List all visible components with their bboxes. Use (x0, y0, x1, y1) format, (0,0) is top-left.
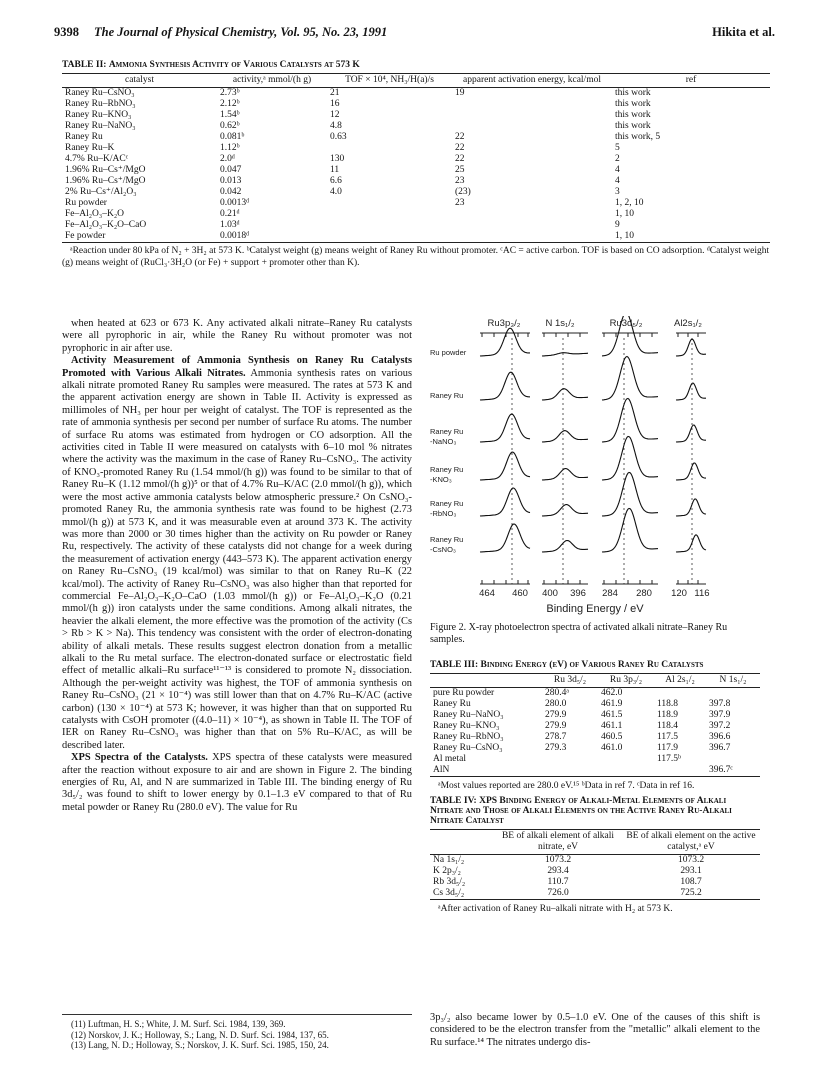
table-cell: 1, 10 (612, 231, 770, 243)
table-cell: 2.12ᵇ (220, 99, 240, 109)
table-cell: Rb 3d₅/₂ (433, 877, 466, 887)
table-cell: 23 (455, 176, 465, 186)
spectrum-trace (542, 431, 588, 442)
table-3-footnote: ᵃMost values reported are 280.0 eV.¹⁵ ᵇData in ref 7. ᶜData in ref 16. (438, 781, 695, 791)
spectra-traces (480, 316, 706, 552)
table-cell (452, 220, 612, 231)
table-2-header: apparent activation energy, kcal/mol (452, 74, 612, 88)
table-cell (542, 765, 598, 777)
tick-label: 396 (570, 588, 586, 599)
table-2 (62, 60, 770, 269)
table-cell: 0.013 (220, 176, 242, 186)
table-cell (452, 99, 612, 110)
table-cell: Fe–Al₂O₃–K₂O–CaO (65, 220, 147, 230)
paragraph (62, 355, 412, 752)
table-cell: 0.042 (220, 187, 242, 197)
tick-label: 280 (636, 588, 652, 599)
table-cell: 5 (615, 143, 620, 153)
table-cell: 0.0013ᵈ (220, 198, 250, 208)
table-cell: 22 (455, 143, 465, 153)
table-cell: 12 (330, 110, 340, 120)
table-cell: Raney Ru–NaNO₃ (65, 121, 136, 131)
table-4-header: BE of alkali element on the active catalyst,ᵃ eV (622, 830, 760, 855)
spectrum-trace (676, 383, 706, 400)
table-cell: Raney Ru–RbNO₃ (65, 99, 136, 109)
table-cell: Raney Ru (65, 132, 103, 142)
table-cell: this work (615, 99, 651, 109)
table-row (62, 198, 770, 209)
table-row (62, 99, 770, 110)
table-cell: 396.7ᶜ (706, 765, 760, 777)
spectrum-trace (542, 469, 588, 480)
table-cell: 2.0ᵈ (220, 154, 235, 164)
table-cell: 396.6 (709, 732, 731, 742)
spectrum-trace (480, 524, 530, 552)
table-cell: 118.4 (657, 721, 679, 731)
spectrum-trace (676, 339, 706, 356)
table-cell: 4.8 (330, 121, 342, 131)
table-2-label: TABLE II: (62, 60, 107, 70)
table-cell: 117.5ᵇ (657, 754, 681, 764)
tick-label: 400 (542, 588, 558, 599)
table-cell (654, 688, 706, 700)
table-2-grid (62, 73, 770, 243)
table-cell: Na 1s₁/₂ (433, 855, 465, 865)
table-3-caption (430, 660, 760, 670)
table-row (62, 165, 770, 176)
table-4-header (430, 830, 494, 855)
reference: (13) Lang, N. D.; Holloway, S.; Norskov, J. K. Surf. Sci. 1985, 150, 24. (71, 1040, 329, 1050)
page-number: 9398 (54, 25, 79, 39)
table-2-title: Ammonia Synthesis Activity of Various Catalysts at 573 K (108, 60, 360, 70)
table-cell: this work, 5 (615, 132, 661, 142)
table-cell: 118.8 (657, 699, 679, 709)
table-cell: Raney Ru–KNO₃ (433, 721, 500, 731)
sample-label: Raney Ru (430, 427, 464, 436)
spectrum-trace (480, 452, 530, 480)
tick-label: 116 (694, 588, 710, 599)
table-cell: 25 (455, 165, 465, 175)
table-cell: Raney Ru–CsNO₃ (433, 743, 503, 753)
table-cell: 118.9 (657, 710, 679, 720)
table-cell: pure Ru powder (433, 688, 495, 698)
table-row (430, 721, 760, 732)
table-2-header: catalyst (62, 74, 217, 88)
peak-label: Al2s₁/₂ (673, 318, 703, 329)
spectrum-trace (480, 488, 530, 516)
table-cell: 2 (615, 154, 620, 164)
table-cell: 397.2 (709, 721, 731, 731)
table-cell: 21 (330, 88, 340, 98)
table-cell: 22 (455, 132, 465, 142)
table-cell: 4 (615, 165, 620, 175)
table-cell: 293.1 (680, 866, 702, 876)
tick-label: 284 (602, 588, 618, 599)
table-cell: Fe–Al₂O₃–K₂O (65, 209, 125, 219)
tick-label: 460 (512, 588, 528, 599)
table-cell: 0.047 (220, 165, 242, 175)
table-cell: Raney Ru–RbNO₃ (433, 732, 504, 742)
table-cell: 397.8 (709, 699, 731, 709)
table-row (430, 754, 760, 765)
table-cell: 117.5 (657, 732, 679, 742)
bottom-scale (480, 580, 706, 584)
spectrum-trace (602, 437, 658, 481)
table-cell: Raney Ru–CsNO₃ (65, 88, 135, 98)
table-cell: 130 (330, 154, 345, 164)
table-row (62, 154, 770, 165)
table-cell (327, 231, 452, 243)
table-cell: this work (615, 121, 651, 131)
table-cell: 4.0 (330, 187, 342, 197)
table-2-footnote: ᵃReaction under 80 kPa of N₂ + 3H₂ at 573 K. ᵇCatalyst weight (g) means weight of Raney Ru without promoter. ᶜAC = active carbon. TOF is based on CO adsorption. ᵈCatalyst weight (g) means weight of (RuCl₃·3H₂O (or Fe) + support + promoter other than K). (62, 246, 770, 268)
reference: (11) Luftman, H. S.; White, J. M. Surf. Sci. 1984, 139, 369. (71, 1019, 286, 1029)
paragraph: when heated at 623 or 673 K. Any activated alkali nitrate–Raney Ru catalysts were all pyrophoric in air, while the Raney Ru without promoter was not pyrophoric in air after use. (62, 318, 412, 354)
table-cell: 279.3 (545, 743, 567, 753)
table-3-header: N 1s₁/₂ (706, 674, 760, 688)
axis-title: Binding Energy / eV (546, 603, 644, 615)
table-cell (542, 754, 598, 765)
table-row (62, 143, 770, 154)
table-cell (452, 231, 612, 243)
sample-label: Raney Ru (430, 391, 464, 400)
section-heading: Activity Measurement of Ammonia Synthesis on Raney Ru Catalysts Promoted with Various Alkali Nitrates. (62, 355, 412, 379)
table-row (430, 866, 760, 877)
peak-label: N 1s₁/₂ (545, 318, 575, 329)
table-cell: 0.081ᵇ (220, 132, 245, 142)
spectrum-trace (542, 541, 588, 553)
paragraph-text: Ammonia synthesis rates on various alkali nitrate promoted Raney Ru samples were measured. The rates at 573 K and the apparent activation energy are shown in Table II. Activity is expressed as millimoles of NH₃ per hour per weight of catalyst. The TOF is represented as the rate of ammonia synthesis per second per number of surface Ru atoms. The number of surface Ru atoms was estimated from hydrogen or CO adsorption. All the activities cited in Table II were measured on catalysts with 6–10 mol % nitrates where the activity was the maximum in the case of Raney Ru–CsNO₃. The activity of KNO₃-promoted Raney Ru (1.54 mmol/(h g)) was found to be similar to that of Raney Ru–K (1.12 mmol/(h g))⁵ or that of 4.7% Ru–K/AC (2.0 mmol/(h g)), which were the most active ammonia catalysts below atmospheric pressure.² On CsNO₃-promoted Raney Ru, the ammonia synthesis rate was found to be highest (2.73 mmol/(h g)) at 573 K, and it was measurable even at around 373 K. The activity was more than 2000 or 30 times higher than the activity on Ru powder or Raney Ru, respectively. The activity of these catalysts did not change for a week during the measurement of activation energy (443–573 K). The apparent activation energy on Raney Ru–CsNO₃ (19 kcal/mol) was similar to that on Raney Ru–K (22 kcal/mol). The activity of Raney Ru–CsNO₃ was also higher than that reported for commercial Fe–Al₂O₃–K₂O–CaO (1.03 mmol/(h g)) or Fe–Al₂O₃–K₂O (0.21 mmol/(h g)) iron catalysts under the same conditions. Among alkali nitrates, the heavier the alkali element, the more effective was the promotion of the activity (Cs > Rb > K > Na). This tendency was consistent with the order of electron-donating ability of alkali metals. These results suggest electron donation from a metallic alkali to the Ru metal surface. The electron-donated surface or electrostatic field effect of metallic alkali–Ru surface¹¹⁻¹³ is considered to promote N₂ dissociation. Although the per-weight activity was highest, the TOF of ammonia synthesis on Raney Ru–CsNO₃ (21 × 10⁻⁴) was still lower than that on 4.7% Ru–K/AC (active carbon) (130 × 10⁻⁴) at 573 K; however, it was higher than that on supported Ru catalysts with CsOH promoter ((4.0–11) × 10⁻⁴), as shown in Table II. The TOF of IER on Raney Ru–CsNO₃ was higher than that on 5% Ru–K/AC, as will be described later. (62, 367, 412, 751)
table-cell: 461.9 (601, 699, 623, 709)
table-cell: 461.5 (601, 710, 623, 720)
figure-2-caption: Figure 2. X-ray photoelectron spectra of activated alkali nitrate–Raney Ru samples. (430, 622, 728, 645)
table-3-header: Al 2s₁/₂ (654, 674, 706, 688)
table-2-header: ref (612, 74, 770, 88)
spectrum-trace (480, 414, 530, 442)
table-cell (452, 110, 612, 121)
table-cell: Raney Ru–NaNO₃ (433, 710, 504, 720)
table-cell (327, 143, 452, 154)
spectrum-trace (676, 499, 706, 516)
table-cell: 293.4 (547, 866, 569, 876)
table-cell: (23) (455, 187, 471, 197)
table-cell: 396.7 (709, 743, 731, 753)
table-cell: 280.0 (545, 699, 567, 709)
table-cell: 1073.2 (544, 855, 572, 865)
table-row (430, 732, 760, 743)
table-cell: 2% Ru–Cs⁺/Al₂O₃ (65, 187, 137, 197)
spectrum-trace (602, 357, 658, 401)
spectrum-trace (542, 353, 588, 356)
spectrum-trace (542, 505, 588, 516)
table-cell (706, 754, 760, 765)
table-cell: 1.96% Ru–Cs⁺/MgO (65, 176, 146, 186)
table-cell: 462.0 (601, 688, 623, 698)
references (62, 1014, 412, 1051)
table-cell: 280.4ᵃ (545, 688, 569, 698)
table-cell (706, 688, 760, 700)
table-cell (654, 765, 706, 777)
table-cell: Cs 3d₅/₂ (430, 888, 494, 900)
table-cell: Ru powder (65, 198, 107, 208)
peak-label: Ru3d₅/₂ (609, 318, 643, 329)
table-cell: 110.7 (547, 877, 569, 887)
table-cell: 0.21ᵈ (220, 209, 240, 219)
table-3-header (430, 674, 542, 688)
spectrum-trace (480, 328, 530, 356)
sample-label: -CsNO₃ (430, 545, 456, 554)
table-cell: 279.9 (545, 721, 567, 731)
table-row (62, 132, 770, 143)
spectrum-trace (676, 425, 706, 442)
sample-label: Raney Ru (430, 499, 464, 508)
table-cell: 278.7 (545, 732, 567, 742)
table-3-header: Ru 3p₃/₂ (598, 674, 654, 688)
table-4-footnote: ᵃAfter activation of Raney Ru–alkali nitrate with H₂ at 573 K. (438, 904, 673, 914)
tick-label: 120 (671, 588, 687, 599)
table-cell: 11 (330, 165, 340, 175)
section-heading: XPS Spectra of the Catalysts. (71, 752, 208, 764)
table-row (62, 220, 770, 231)
spectrum-trace (676, 463, 706, 480)
table-row (62, 209, 770, 220)
table-row (62, 88, 770, 100)
table-cell: 108.7 (680, 877, 702, 887)
journal-name: The Journal of Physical Chemistry, Vol. 95, No. 23, 1991 (94, 25, 388, 39)
sample-label: Raney Ru (430, 465, 464, 474)
table-4-header: BE of alkali element of alkali nitrate, eV (494, 830, 622, 855)
table-cell: 1.12ᵇ (220, 143, 240, 153)
table-cell: 0.0018ᵈ (217, 231, 327, 243)
running-authors: Hikita et al. (712, 25, 775, 39)
table-4-title: XPS Binding Energy of Alkali-Metal Elements of Alkali Nitrate and Those of Alkali Elements on the Active Raney Ru-Alkali Nitrate Catalyst (430, 796, 732, 826)
table-3-header: Ru 3d₅/₂ (542, 674, 598, 688)
table-cell (598, 765, 654, 777)
table-4-caption (430, 796, 760, 826)
table-cell: 461.1 (601, 721, 623, 731)
table-cell: this work (615, 110, 651, 120)
sample-label: -RbNO₃ (430, 509, 457, 518)
paragraph-text: XPS spectra of these catalysts were measured after the reaction without exposure to air and are shown in Figure 2. The binding energies of Ru, Al, and N are summarized in Table III. The binding energy of Ru 3d₅/₂ was found to shift to lower energy by 0.1–1.3 eV compared to that of Ru metal powder or Raney Ru (280.0 eV). The value for Ru (62, 752, 412, 813)
table-cell: 23 (455, 198, 465, 208)
table-cell: 1.54ᵇ (220, 110, 240, 120)
tick-label: 464 (479, 588, 495, 599)
table-3-grid (430, 673, 760, 777)
table-cell (452, 209, 612, 220)
figure-2 (430, 316, 760, 616)
table-cell: 9 (615, 220, 620, 230)
table-cell (452, 121, 612, 132)
paragraph (62, 752, 412, 814)
table-cell: 0.62ᵇ (220, 121, 240, 131)
table-cell (327, 209, 452, 220)
table-cell (598, 754, 654, 765)
spectrum-trace (602, 399, 658, 443)
table-row (430, 710, 760, 721)
table-row (430, 699, 760, 710)
table-row (430, 688, 760, 700)
sample-label: -KNO₃ (430, 475, 452, 484)
table-cell: 279.9 (545, 710, 567, 720)
xps-spectra (430, 316, 760, 616)
table-row (62, 110, 770, 121)
table-cell: 2.73ᵇ (220, 88, 240, 98)
table-cell: Raney Ru–K (65, 143, 115, 153)
table-3 (430, 660, 760, 793)
paragraph: 3p₃/₂ also became lower by 0.5–1.0 eV. One of the causes of this shift is considered to be the electron transfer from the "metallic" alkali element to the Ru surface.¹⁴ The nitrates undergo dis- (430, 1012, 760, 1048)
table-row (62, 187, 770, 198)
table-cell (327, 220, 452, 231)
spectrum-trace (542, 389, 588, 400)
table-cell: 117.9 (657, 743, 679, 753)
table-2-caption (62, 60, 770, 70)
table-row (62, 121, 770, 132)
table-cell: Al metal (433, 754, 466, 764)
table-2-header: activity,ᵃ mmol/(h g) (217, 74, 327, 88)
table-cell: 6.6 (330, 176, 342, 186)
sample-labels (430, 348, 467, 554)
peak-label: Ru3p₃/₂ (487, 318, 521, 329)
table-4 (430, 796, 760, 916)
table-cell: 1, 2, 10 (615, 198, 644, 208)
table-row (430, 765, 760, 777)
table-3-title: Binding Energy (eV) of Various Raney Ru Catalysts (480, 660, 704, 670)
table-row (430, 888, 760, 900)
table-cell: 726.0 (494, 888, 622, 900)
table-row (62, 231, 770, 243)
sample-label: -NaNO₃ (430, 437, 457, 446)
table-cell: 3 (615, 187, 620, 197)
table-cell: 4.7% Ru–K/ACᶜ (65, 154, 129, 164)
table-cell: 461.0 (601, 743, 623, 753)
reference-lines (512, 338, 692, 584)
table-cell: Raney Ru–KNO₃ (65, 110, 132, 120)
table-cell: 0.63 (330, 132, 347, 142)
table-cell: 1.96% Ru–Cs⁺/MgO (65, 165, 146, 175)
table-cell: 19 (455, 88, 465, 98)
table-cell: 4 (615, 176, 620, 186)
table-2-header: TOF × 10⁴, NH₃/H(a)/s (327, 74, 452, 88)
table-4-label: TABLE IV: (430, 796, 477, 806)
sample-label: Raney Ru (430, 535, 464, 544)
spectrum-trace (480, 372, 530, 400)
table-cell (327, 198, 452, 209)
left-column (62, 318, 412, 814)
table-row (62, 176, 770, 187)
table-cell: 397.9 (709, 710, 731, 720)
table-cell: AlN (430, 765, 542, 777)
table-row (430, 855, 760, 867)
table-cell: 1073.2 (677, 855, 705, 865)
table-cell: 22 (455, 154, 465, 164)
table-cell: Raney Ru (433, 699, 471, 709)
running-header (54, 25, 775, 43)
table-cell: this work (615, 88, 651, 98)
spectrum-trace (676, 535, 706, 552)
table-cell: 1, 10 (615, 209, 634, 219)
table-row (430, 743, 760, 754)
table-row (430, 877, 760, 888)
right-column (430, 1012, 760, 1049)
table-cell: 1.03ᵈ (220, 220, 240, 230)
table-cell: Fe powder (62, 231, 217, 243)
table-cell: K 2p₃/₂ (433, 866, 461, 876)
table-cell: 16 (330, 99, 340, 109)
table-cell: 725.2 (622, 888, 760, 900)
table-3-label: TABLE III: (430, 660, 479, 670)
reference: (12) Norskov, J. K.; Holloway, S.; Lang, N. D. Surf. Sci. 1984, 137, 65. (71, 1029, 329, 1040)
sample-label: Ru powder (430, 348, 467, 357)
table-4-grid (430, 829, 760, 900)
table-cell: 460.5 (601, 732, 623, 742)
